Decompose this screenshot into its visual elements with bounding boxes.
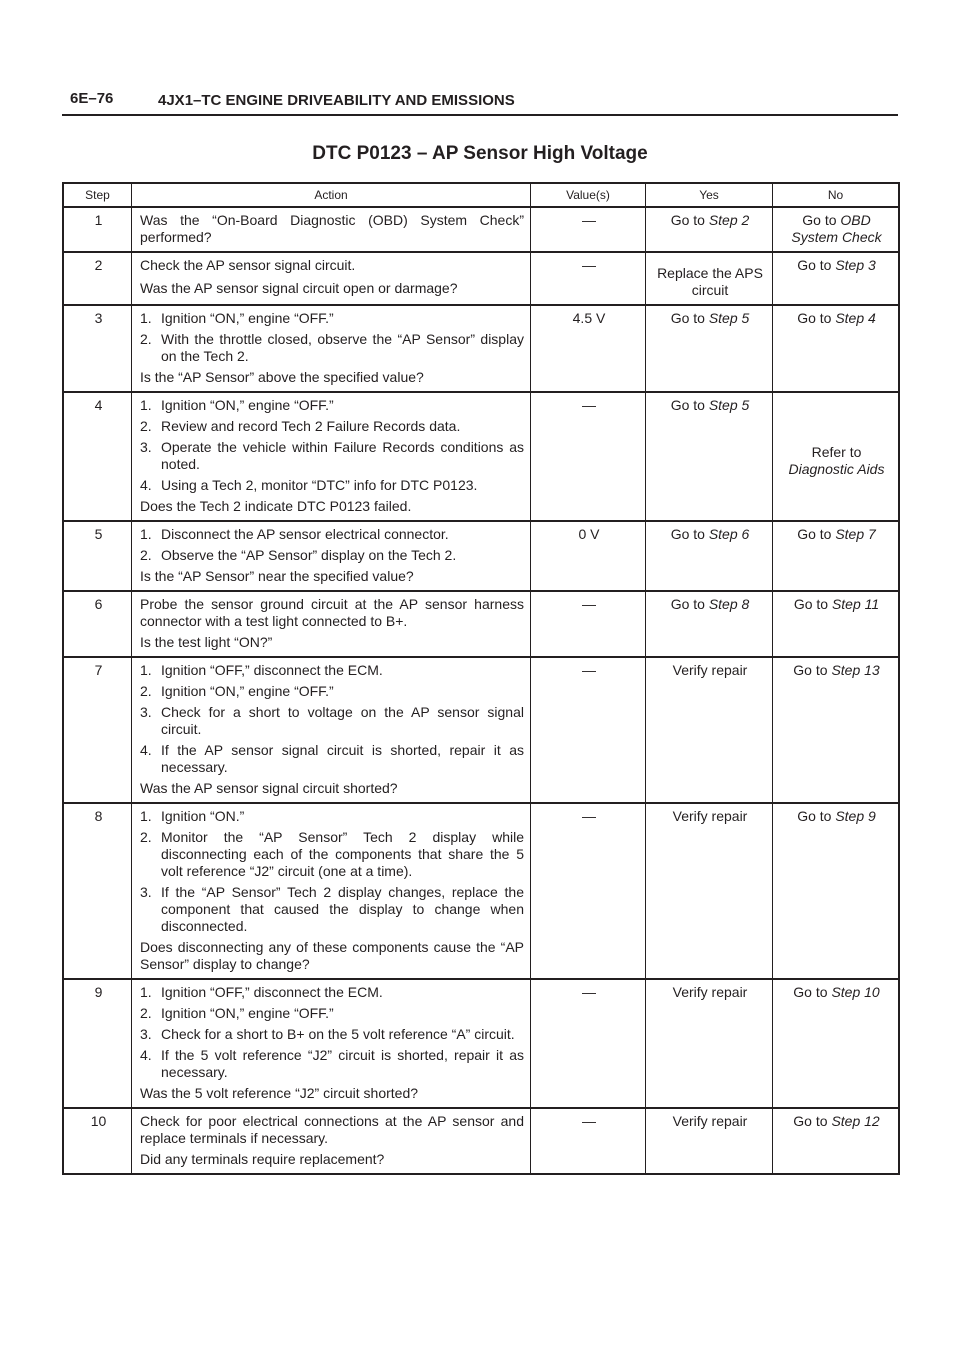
action-step-text: If the 5 volt reference “J2” circuit is shorted, repair it as necessary. — [161, 1047, 524, 1080]
yes-outcome — [646, 803, 773, 979]
action-step-text: Review and record Tech 2 Failure Records data. — [161, 418, 461, 434]
action-cell — [132, 1108, 531, 1174]
table-row — [63, 305, 899, 392]
no-outcome — [773, 392, 900, 521]
value-cell: — — [531, 392, 646, 521]
action-step-number: 1. — [140, 310, 152, 326]
value-cell: — — [531, 207, 646, 252]
action-steps-list — [140, 526, 524, 564]
action-step-number: 1. — [140, 526, 152, 542]
yes-outcome — [646, 305, 773, 392]
action-cell — [132, 207, 531, 252]
action-step-text: Disconnect the AP sensor electrical connector. — [161, 526, 449, 542]
yes-text: Verify repair — [672, 1113, 748, 1129]
no-step-reference: Step 12 — [831, 1113, 880, 1129]
yes-outcome — [646, 207, 773, 252]
no-outcome — [773, 1108, 900, 1174]
yes-outcome — [646, 591, 773, 657]
action-step-text: Ignition “ON,” engine “OFF.” — [161, 397, 334, 413]
value-cell: — — [531, 252, 646, 305]
action-step-number: 3. — [140, 1026, 152, 1042]
action-step — [140, 884, 524, 935]
no-text: Go to — [797, 808, 836, 824]
action-step-number: 2. — [140, 331, 152, 347]
action-step-number: 3. — [140, 884, 152, 900]
header-rule — [62, 114, 898, 116]
action-cell — [132, 521, 531, 591]
action-question: Does disconnecting any of these components cause the “AP Sensor” display to change? — [140, 939, 524, 972]
action-step-text: Using a Tech 2, monitor “DTC” info for DTC P0123. — [161, 477, 478, 493]
no-text: Go to — [797, 257, 836, 273]
table-header-row — [63, 183, 899, 207]
action-step-number: 1. — [140, 984, 152, 1000]
action-step-text: Ignition “OFF,” disconnect the ECM. — [161, 984, 383, 1000]
action-paragraph: Probe the sensor ground circuit at the AP sensor harness connector with a test light connected to B+. — [140, 596, 524, 629]
no-text: Go to — [793, 984, 832, 1000]
no-step-reference: Diagnostic Aids — [788, 461, 885, 477]
action-step — [140, 808, 524, 825]
yes-outcome — [646, 392, 773, 521]
action-step — [140, 418, 524, 435]
action-step — [140, 310, 524, 327]
value-cell: 4.5 V — [531, 305, 646, 392]
action-question: Was the AP sensor signal circuit open or darmage? — [140, 280, 458, 296]
action-step-text: If the “AP Sensor” Tech 2 display changes, replace the component that caused the display to change when disconnected. — [161, 884, 524, 934]
no-step-reference: OBD System Check — [791, 212, 882, 245]
step-number: 8 — [63, 803, 132, 979]
no-outcome — [773, 657, 900, 803]
action-question: Does the Tech 2 indicate DTC P0123 failed. — [140, 498, 412, 514]
no-step-reference: Step 11 — [831, 596, 880, 612]
action-steps-list — [140, 984, 524, 1081]
action-step — [140, 662, 524, 679]
action-step — [140, 331, 524, 365]
no-outcome — [773, 591, 900, 657]
action-question: Is the “AP Sensor” above the specified value? — [140, 369, 424, 385]
yes-outcome — [646, 657, 773, 803]
column-header-no: No — [773, 183, 900, 207]
no-text: Go to — [793, 662, 832, 678]
action-cell — [132, 252, 531, 305]
action-steps-list — [140, 397, 524, 494]
yes-outcome — [646, 252, 773, 305]
step-number: 2 — [63, 252, 132, 305]
action-step-number: 4. — [140, 1047, 152, 1063]
yes-step-reference: Step 6 — [708, 526, 750, 542]
yes-outcome — [646, 1108, 773, 1174]
action-question: Is the test light “ON?” — [140, 634, 273, 650]
action-step-text: Check for a short to B+ on the 5 volt reference “A” circuit. — [161, 1026, 515, 1042]
action-cell — [132, 657, 531, 803]
no-step-reference: Step 7 — [835, 526, 876, 542]
action-step-number: 2. — [140, 547, 152, 563]
action-step — [140, 742, 524, 776]
action-step-number: 1. — [140, 397, 152, 413]
table-row — [63, 979, 899, 1108]
column-header-action: Action — [132, 183, 531, 207]
yes-text: Go to — [670, 212, 709, 228]
page-title: DTC P0123 – AP Sensor High Voltage — [312, 143, 648, 164]
action-step-text: Observe the “AP Sensor” display on the Tech 2. — [161, 547, 457, 563]
action-step — [140, 397, 524, 414]
action-cell — [132, 305, 531, 392]
yes-step-reference: Step 5 — [708, 310, 750, 326]
table-row — [63, 207, 899, 252]
action-step-number: 2. — [140, 829, 152, 845]
table-row — [63, 1108, 899, 1174]
value-cell: — — [531, 591, 646, 657]
action-step — [140, 683, 524, 700]
action-step-number: 1. — [140, 662, 152, 678]
action-step — [140, 704, 524, 738]
yes-text: Go to — [670, 310, 709, 326]
action-step — [140, 984, 524, 1001]
yes-text: Go to — [670, 526, 709, 542]
table-row — [63, 591, 899, 657]
action-step — [140, 1047, 524, 1081]
step-number: 3 — [63, 305, 132, 392]
value-cell: — — [531, 803, 646, 979]
action-question: Did any terminals require replacement? — [140, 1151, 385, 1167]
action-paragraph: Was the “On-Board Diagnostic (OBD) System Check” performed? — [140, 212, 524, 245]
yes-step-reference: Step 8 — [708, 596, 750, 612]
column-header-yes: Yes — [646, 183, 773, 207]
action-step-number: 3. — [140, 439, 152, 455]
action-step-number: 4. — [140, 742, 152, 758]
yes-text: Verify repair — [672, 808, 748, 824]
table-row — [63, 657, 899, 803]
table-body — [63, 207, 899, 1174]
action-step-number: 3. — [140, 704, 152, 720]
yes-text: Go to — [670, 596, 709, 612]
action-question: Was the 5 volt reference “J2” circuit shorted? — [140, 1085, 419, 1101]
step-number: 9 — [63, 979, 132, 1108]
value-cell: — — [531, 1108, 646, 1174]
no-outcome — [773, 521, 900, 591]
no-text: Go to — [797, 526, 836, 542]
yes-step-reference: Step 2 — [708, 212, 750, 228]
step-number: 4 — [63, 392, 132, 521]
action-cell — [132, 979, 531, 1108]
running-title: 4JX1–TC ENGINE DRIVEABILITY AND EMISSIONS — [158, 92, 515, 109]
step-number: 5 — [63, 521, 132, 591]
yes-text: Verify repair — [672, 662, 748, 678]
no-outcome — [773, 252, 900, 305]
no-step-reference: Step 9 — [835, 808, 876, 824]
table-row — [63, 521, 899, 591]
no-outcome — [773, 207, 900, 252]
action-step — [140, 829, 524, 880]
action-step-text: Ignition “OFF,” disconnect the ECM. — [161, 662, 383, 678]
step-number: 7 — [63, 657, 132, 803]
step-number: 6 — [63, 591, 132, 657]
yes-text: Replace the APS circuit — [657, 265, 763, 298]
action-steps-list — [140, 808, 524, 935]
no-outcome — [773, 305, 900, 392]
no-text: Go to — [793, 596, 832, 612]
action-question: Was the AP sensor signal circuit shorted? — [140, 780, 398, 796]
value-cell: — — [531, 979, 646, 1108]
action-paragraph: Check the AP sensor signal circuit. — [140, 257, 356, 273]
no-step-reference: Step 13 — [831, 662, 880, 678]
action-step-text: Ignition “ON,” engine “OFF.” — [161, 310, 334, 326]
no-outcome — [773, 979, 900, 1108]
action-step-text: Monitor the “AP Sensor” Tech 2 display while disconnecting each of the components that share the 5 volt reference “J2” circuit (one at a time). — [161, 829, 524, 879]
action-paragraph: Check for poor electrical connections at the AP sensor and replace terminals if necessary. — [140, 1113, 524, 1146]
yes-text: Verify repair — [672, 984, 748, 1000]
action-step-number: 1. — [140, 808, 152, 824]
no-step-reference: Step 3 — [835, 257, 876, 273]
action-step-number: 2. — [140, 418, 152, 434]
yes-outcome — [646, 979, 773, 1108]
action-cell — [132, 591, 531, 657]
page-number: 6E–76 — [70, 90, 114, 107]
no-text: Go to — [793, 1113, 832, 1129]
action-step-text: Check for a short to voltage on the AP sensor signal circuit. — [161, 704, 524, 737]
yes-text: Go to — [670, 397, 709, 413]
action-step-text: If the AP sensor signal circuit is shorted, repair it as necessary. — [161, 742, 524, 775]
no-text: Go to — [802, 212, 841, 228]
action-step — [140, 477, 524, 494]
no-outcome — [773, 803, 900, 979]
column-header-step: Step — [63, 183, 132, 207]
action-step-number: 4. — [140, 477, 152, 493]
action-step — [140, 526, 524, 543]
yes-outcome — [646, 521, 773, 591]
value-cell: 0 V — [531, 521, 646, 591]
action-cell — [132, 392, 531, 521]
action-step — [140, 1026, 524, 1043]
action-cell — [132, 803, 531, 979]
action-step-text: Ignition “ON.” — [161, 808, 245, 824]
no-text: Go to — [797, 310, 836, 326]
column-header-values: Value(s) — [531, 183, 646, 207]
action-step-number: 2. — [140, 1005, 152, 1021]
action-step — [140, 1005, 524, 1022]
action-step — [140, 547, 524, 564]
action-step-text: Ignition “ON,” engine “OFF.” — [161, 1005, 334, 1021]
action-steps-list — [140, 310, 524, 365]
step-number: 1 — [63, 207, 132, 252]
action-step-number: 2. — [140, 683, 152, 699]
action-steps-list — [140, 662, 524, 776]
action-step-text: With the throttle closed, observe the “AP Sensor” display on the Tech 2. — [161, 331, 524, 364]
yes-step-reference: Step 5 — [708, 397, 750, 413]
table-row — [63, 803, 899, 979]
diagnostic-table — [62, 182, 900, 1175]
action-step — [140, 439, 524, 473]
action-question: Is the “AP Sensor” near the specified value? — [140, 568, 414, 584]
table-row — [63, 392, 899, 521]
no-text: Refer to — [811, 444, 862, 460]
no-step-reference: Step 4 — [835, 310, 876, 326]
no-step-reference: Step 10 — [831, 984, 880, 1000]
value-cell: — — [531, 657, 646, 803]
action-step-text: Ignition “ON,” engine “OFF.” — [161, 683, 334, 699]
table-row — [63, 252, 899, 305]
action-step-text: Operate the vehicle within Failure Records conditions as noted. — [161, 439, 524, 472]
step-number: 10 — [63, 1108, 132, 1174]
